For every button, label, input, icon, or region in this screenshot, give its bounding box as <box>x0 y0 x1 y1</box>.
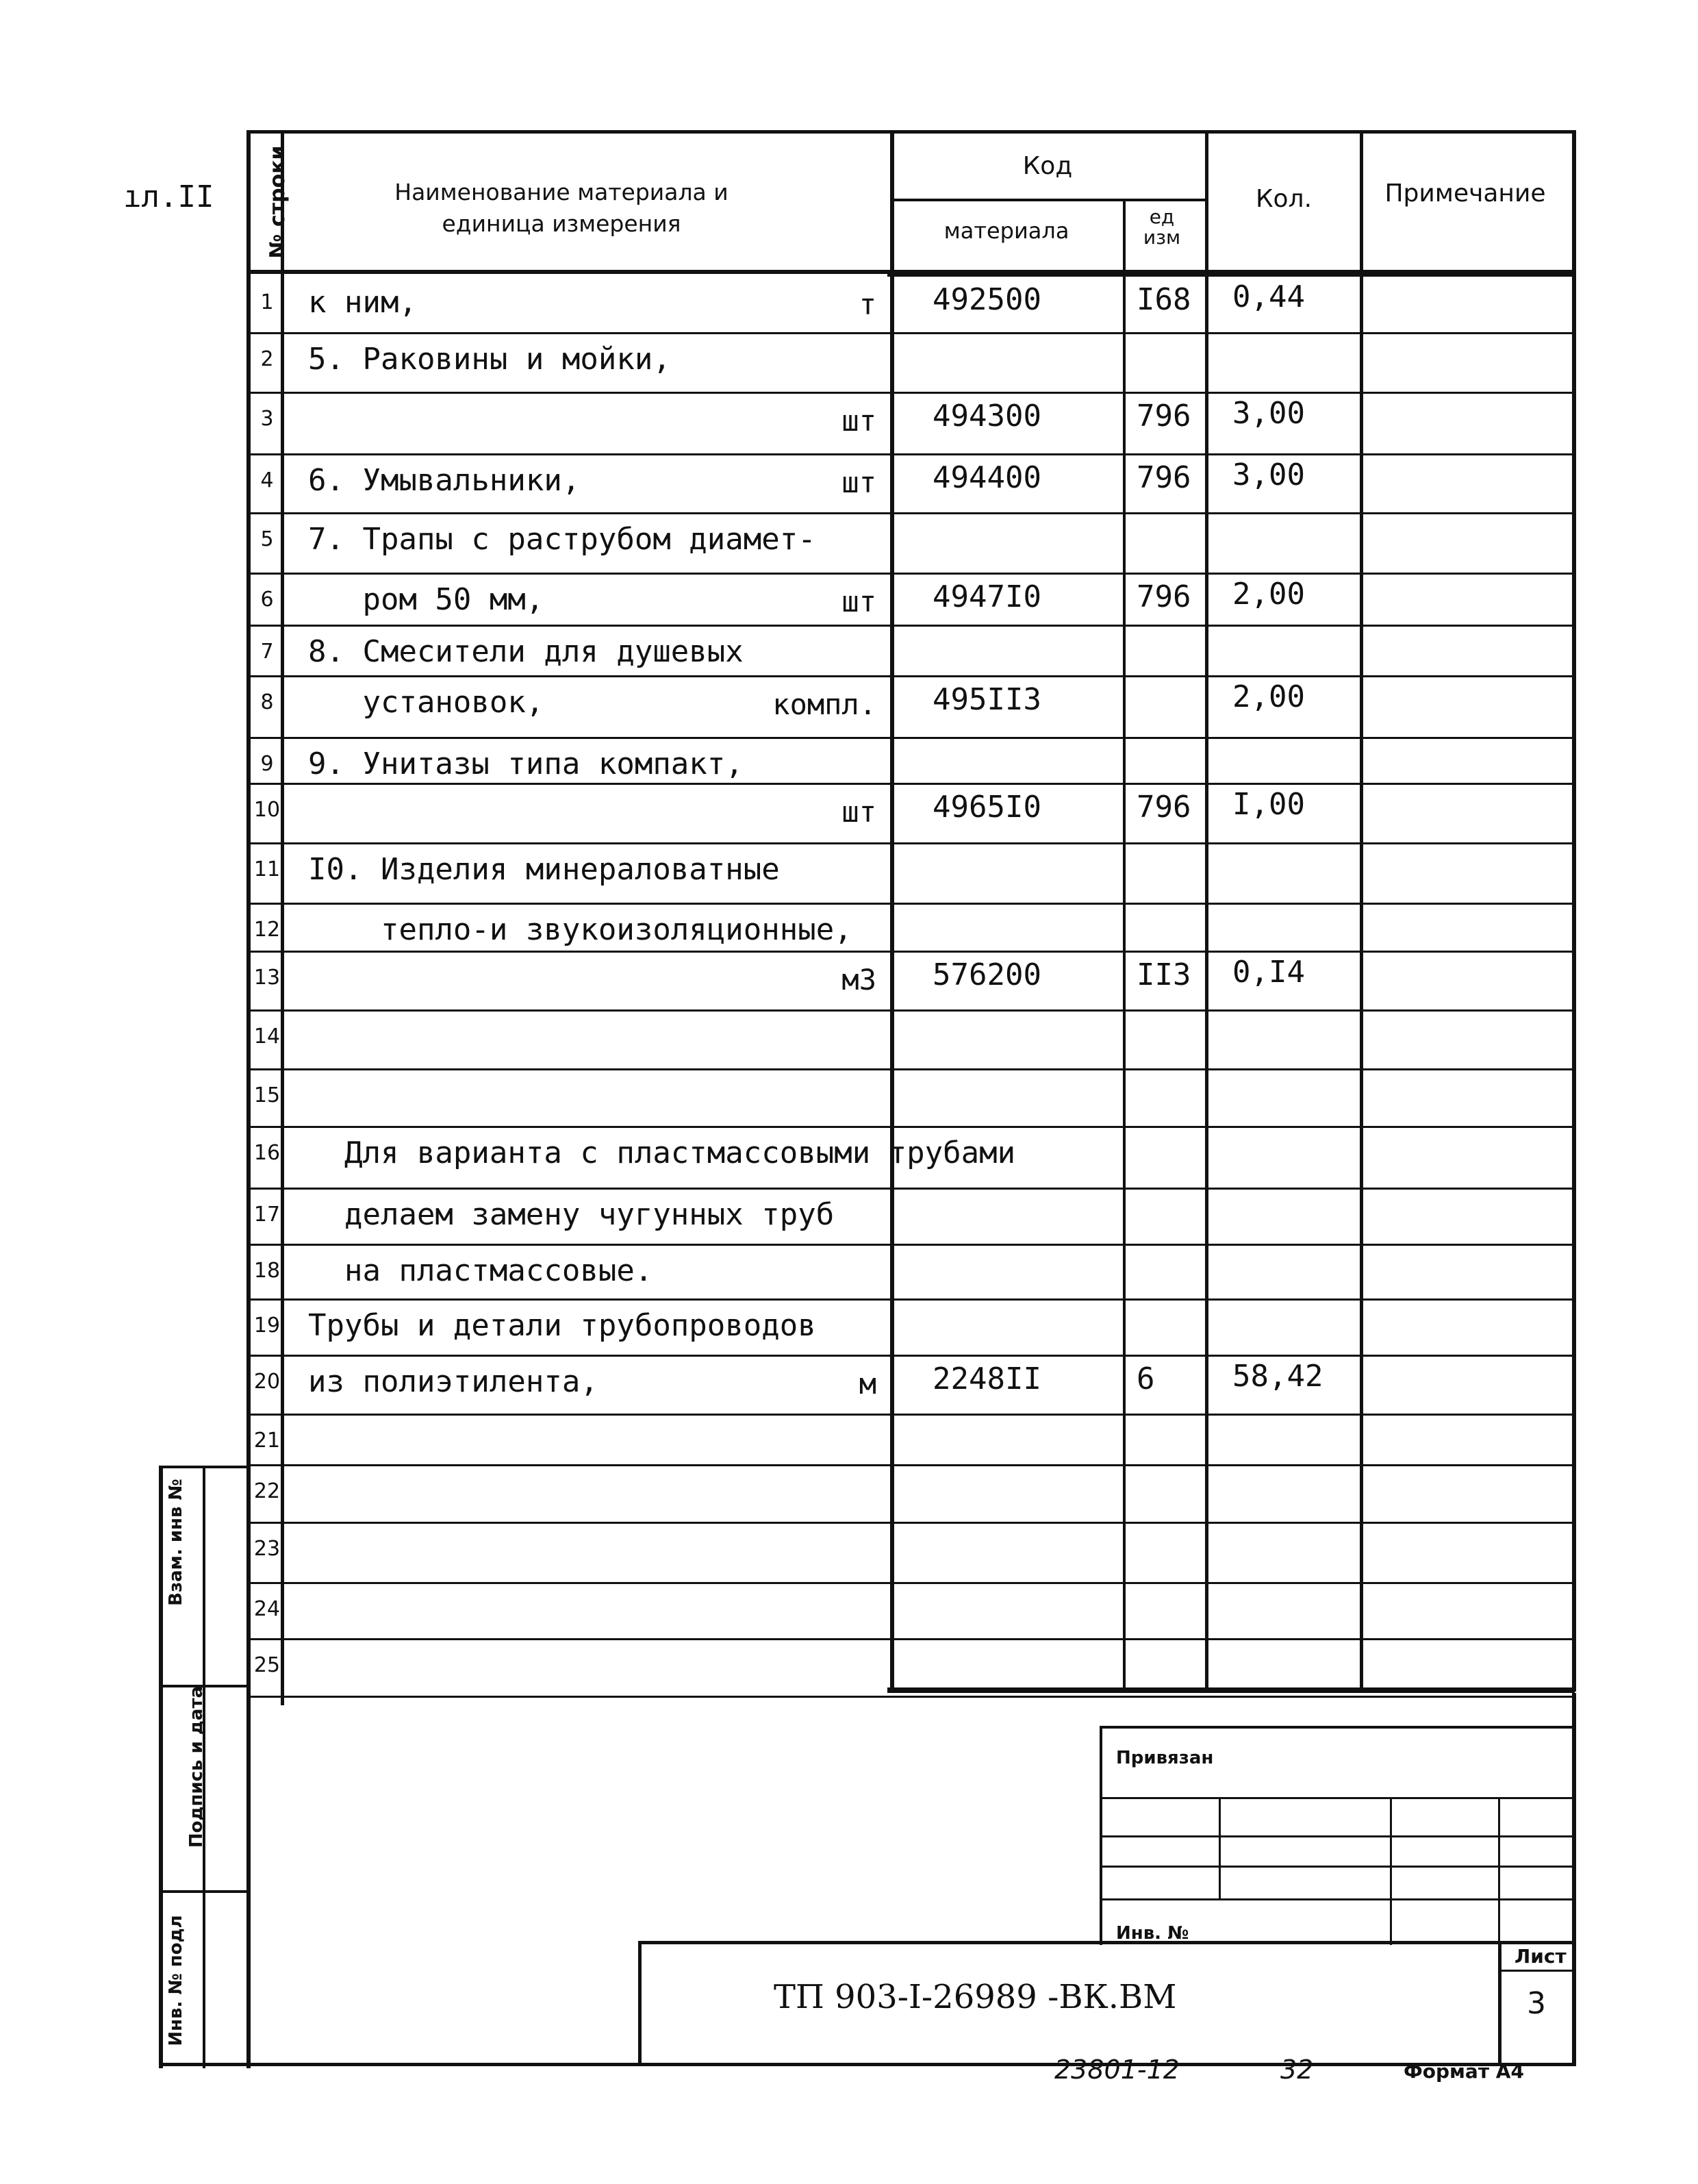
row-line <box>251 737 1575 739</box>
privyazan-row <box>1100 1866 1573 1868</box>
row-unit-code: 796 <box>1137 579 1191 614</box>
privyazan-col <box>1219 1797 1221 1900</box>
row-line <box>251 1068 1575 1070</box>
stamp-list-divider <box>1498 1970 1573 1972</box>
row-text: к ним, <box>308 285 417 320</box>
row-unit: компл. <box>772 688 876 721</box>
row-unit: т <box>859 288 876 321</box>
stamp-left-line <box>159 1466 163 2068</box>
row-line <box>251 332 1575 334</box>
row-material-code: 494400 <box>933 460 1041 495</box>
row-line <box>251 625 1575 627</box>
row-text: из полиэтилента, <box>308 1364 598 1399</box>
row-unit: м3 <box>841 963 876 996</box>
row-line <box>251 573 1575 575</box>
stamp-main-left <box>638 1941 642 2066</box>
row-number: 18 <box>253 1259 281 1283</box>
stamp-inv-podl: Инв. № подл <box>166 1915 186 2046</box>
row-unit: шт <box>841 585 876 618</box>
row-material-code: 576200 <box>933 957 1041 992</box>
row-line <box>251 1126 1575 1128</box>
qty-column-line <box>1360 130 1363 1692</box>
row-line <box>251 1582 1575 1584</box>
thick-header-line <box>887 270 1575 277</box>
row-number: 3 <box>260 407 274 431</box>
header-unit: ед изм <box>1143 205 1181 249</box>
row-unit-code: I68 <box>1137 282 1191 317</box>
row-text: I0. Изделия минераловатные <box>308 852 780 887</box>
row-number: 11 <box>253 857 281 881</box>
row-quantity: I,00 <box>1232 787 1305 822</box>
code-header-divider <box>890 199 1205 201</box>
row-material-code: 2248II <box>933 1361 1041 1396</box>
row-quantity: 2,00 <box>1232 577 1305 612</box>
row-quantity: 0,I4 <box>1232 955 1305 990</box>
row-quantity: 3,00 <box>1232 457 1305 492</box>
row-line <box>251 1414 1575 1416</box>
row-material-code: 4965I0 <box>933 790 1041 825</box>
header-name: Наименование материала и единица измерения <box>394 179 728 237</box>
stamp-vzam-inv: Взам. инв № <box>166 1479 186 1606</box>
row-line <box>251 1355 1575 1357</box>
row-number: 23 <box>253 1537 281 1561</box>
row-line <box>251 1638 1575 1640</box>
row-number: 5 <box>260 527 274 551</box>
row-line <box>251 1696 1575 1698</box>
header-code: Код <box>1022 152 1073 180</box>
row-line <box>251 1009 1575 1012</box>
table-top-border <box>246 130 1575 134</box>
row-number: 20 <box>253 1370 281 1394</box>
row-material-code: 494300 <box>933 399 1041 434</box>
table-left-border <box>246 130 251 2068</box>
row-unit-code: 796 <box>1137 790 1191 825</box>
page-count: 32 <box>1280 2055 1314 2085</box>
row-line <box>251 512 1575 514</box>
row-number: 14 <box>253 1025 281 1049</box>
row-number: 9 <box>260 752 274 776</box>
sheet-label: ıл.II <box>123 179 214 214</box>
row-number: 15 <box>253 1083 281 1107</box>
row-material-code: 495II3 <box>933 682 1041 717</box>
privyazan-col <box>1498 1797 1500 1945</box>
row-line <box>251 1522 1575 1524</box>
row-unit: шт <box>841 404 876 438</box>
row-number: 2 <box>260 347 274 371</box>
row-number: 6 <box>260 588 274 612</box>
row-unit-code: II3 <box>1137 957 1191 992</box>
row-material-code: 492500 <box>933 282 1041 317</box>
row-number: 24 <box>253 1597 281 1621</box>
privyazan-col <box>1390 1797 1392 1945</box>
row-line <box>251 903 1575 905</box>
unit-column-line <box>1123 199 1126 1692</box>
row-text: Для варианта с пластмассовыми трубами <box>308 1135 1016 1170</box>
row-line <box>251 1464 1575 1466</box>
row-text: установок, <box>308 685 544 720</box>
row-material-code: 4947I0 <box>933 579 1041 614</box>
document-code: ТП 903-I-26989 -ВК.ВМ <box>774 1978 1177 2016</box>
list-number: 3 <box>1527 1986 1546 2021</box>
row-unit: м <box>859 1367 876 1401</box>
row-line <box>251 842 1575 844</box>
format-label: Формат А4 <box>1404 2060 1524 2083</box>
row-number: 13 <box>253 966 281 990</box>
row-text: на пластмассовые. <box>308 1253 653 1288</box>
privyazan-row <box>1100 1898 1573 1900</box>
privyazan-row <box>1100 1835 1573 1837</box>
row-number: 16 <box>253 1141 281 1165</box>
table-right-border <box>1572 130 1576 1692</box>
row-quantity: 2,00 <box>1232 679 1305 714</box>
row-number: 1 <box>260 290 274 314</box>
row-number: 4 <box>260 468 274 492</box>
row-text: Трубы и детали трубопроводов <box>308 1308 816 1343</box>
row-text: 5. Раковины и мойки, <box>308 342 671 377</box>
row-unit: шт <box>841 466 876 499</box>
row-number: 12 <box>253 918 281 942</box>
row-number: 21 <box>253 1429 281 1453</box>
privyazan-row <box>1100 1797 1573 1799</box>
stamp-podpis-data: Подпись и дата <box>186 1685 207 1848</box>
row-quantity: 3,00 <box>1232 396 1305 431</box>
frame-bottom <box>159 2063 1573 2066</box>
row-line <box>251 951 1575 953</box>
header-material: материала <box>943 218 1069 244</box>
stamp-list-left <box>1498 1941 1501 2066</box>
row-line <box>251 1244 1575 1246</box>
frame-right <box>1572 1693 1576 2066</box>
row-text: ром 50 мм, <box>308 582 544 617</box>
row-number: 7 <box>260 640 274 664</box>
row-number: 8 <box>260 690 274 714</box>
row-line <box>251 1298 1575 1301</box>
row-text: 8. Смесители для душевых <box>308 634 744 669</box>
row-number: 19 <box>253 1314 281 1338</box>
inv-no-label: Инв. № <box>1116 1923 1189 1944</box>
row-text: тепло-и звукоизоляционные, <box>308 912 852 947</box>
row-text: 7. Трапы с раструбом диамет- <box>308 522 816 557</box>
row-unit-code: 796 <box>1137 460 1191 495</box>
row-text: делаем замену чугунных труб <box>308 1197 835 1232</box>
row-line <box>251 783 1575 785</box>
stamp-main-top <box>638 1941 1575 1944</box>
privyazan-label: Привязан <box>1116 1748 1214 1768</box>
order-number: 23801-12 <box>1054 2055 1180 2085</box>
row-text: 6. Умывальники, <box>308 463 581 498</box>
row-line <box>251 675 1575 677</box>
table-bottom-border <box>887 1687 1575 1693</box>
name-column-line <box>890 130 894 1692</box>
header-qty: Кол. <box>1255 185 1313 213</box>
header-row-no: № строки <box>266 145 290 259</box>
list-label: Лист <box>1515 1945 1567 1968</box>
row-text: 9. Унитазы типа компакт, <box>308 746 744 781</box>
row-number: 25 <box>253 1653 281 1677</box>
code-column-line <box>1205 130 1208 1692</box>
row-unit: шт <box>841 795 876 829</box>
row-line <box>251 1188 1575 1190</box>
row-quantity: 58,42 <box>1232 1359 1323 1394</box>
header-note: Примечание <box>1384 179 1546 208</box>
row-number: 17 <box>253 1203 281 1227</box>
row-number: 10 <box>253 798 281 822</box>
privyazan-top <box>1100 1726 1573 1729</box>
row-quantity: 0,44 <box>1232 279 1305 314</box>
row-line <box>251 453 1575 455</box>
row-line <box>251 392 1575 394</box>
row-unit-code: 796 <box>1137 399 1191 434</box>
row-number: 22 <box>253 1479 281 1503</box>
row-unit-code: 6 <box>1137 1361 1155 1396</box>
